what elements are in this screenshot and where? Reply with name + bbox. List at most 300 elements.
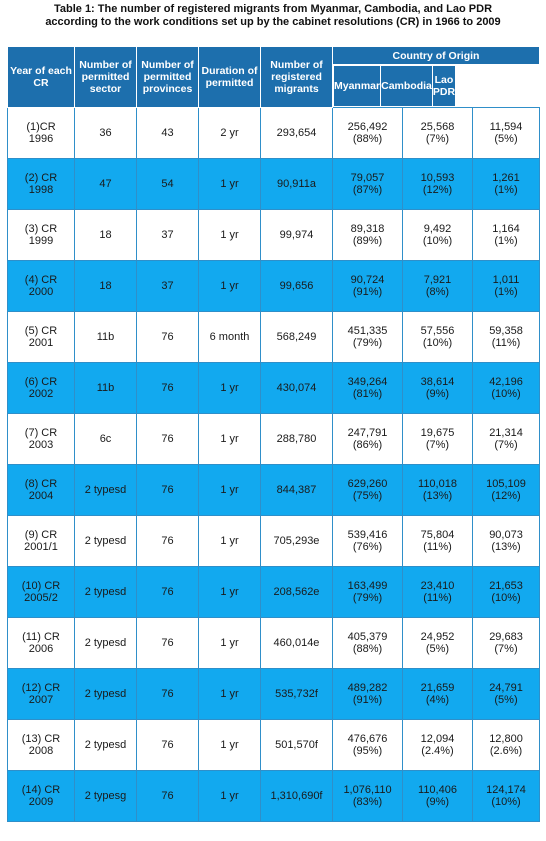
- cell-year-sub: 2003: [28, 439, 54, 451]
- cell-year-sub: 2001: [28, 337, 54, 349]
- cell-provinces-value: 43: [161, 127, 174, 139]
- cell-provinces-value: 54: [161, 178, 174, 190]
- table-row: [8, 312, 540, 363]
- cell-sector-value: 2 typesd: [84, 637, 127, 649]
- cell-cambodia-value: 38,614: [420, 376, 455, 388]
- cell-year-sub: 2002: [28, 388, 54, 400]
- cell-registered: [261, 261, 333, 312]
- cell-year-value: (4) CR: [24, 274, 58, 286]
- cell-duration: [199, 720, 261, 771]
- cell-provinces: [137, 108, 199, 159]
- cell-lao-sub: (7%): [494, 643, 518, 655]
- cell-duration: [199, 771, 261, 822]
- cell-year: [8, 312, 75, 363]
- cell-year-value: (3) CR: [24, 223, 58, 235]
- cell-myanmar-value: 89,318: [350, 223, 385, 235]
- cell-year-value: (5) CR: [24, 325, 58, 337]
- caption-line-1: Table 1: The number of registered migrants from Myanmar, Cambodia, and Lao PDR: [53, 3, 493, 15]
- table-row: [8, 720, 540, 771]
- cell-lao-sub: (7%): [494, 439, 518, 451]
- cell-cambodia-value: 24,952: [420, 631, 455, 643]
- cell-registered: [261, 363, 333, 414]
- cell-myanmar-value: 349,264: [347, 376, 388, 388]
- cell-lao-value: 1,011: [492, 274, 520, 286]
- cell-provinces: [137, 159, 199, 210]
- cell-duration-value: 1 yr: [220, 229, 239, 241]
- cell-year-value: (11) CR: [22, 631, 60, 643]
- cell-myanmar-sub: (91%): [352, 694, 383, 706]
- header-duration: Duration of permitted: [199, 47, 261, 108]
- cell-sector: [75, 261, 137, 312]
- table-row: [8, 771, 540, 822]
- cell-lao-sub: (10%): [491, 388, 521, 400]
- cell-duration: [199, 159, 261, 210]
- cell-duration-value: 1 yr: [220, 280, 239, 292]
- cell-registered-value: 288,780: [276, 433, 317, 445]
- cell-cambodia-sub: (4%): [425, 694, 450, 706]
- cell-sector: [75, 363, 137, 414]
- cell-myanmar-value: 489,282: [347, 682, 388, 694]
- cell-year-sub: 1998: [28, 184, 54, 196]
- cell-myanmar-sub: (83%): [352, 796, 383, 808]
- cell-lao-value: 105,109: [486, 478, 526, 490]
- cell-provinces-value: 37: [161, 229, 174, 241]
- cell-sector: [75, 516, 137, 567]
- cell-registered-value: 293,654: [276, 127, 317, 139]
- cell-cambodia-sub: (11%): [423, 592, 452, 604]
- cell-year-value: (14) CR: [21, 784, 61, 796]
- cell-registered-value: 568,249: [276, 331, 317, 343]
- cell-myanmar-sub: (75%): [352, 490, 383, 502]
- cell-year-value: (1)CR: [26, 121, 56, 133]
- cell-cambodia: [403, 669, 473, 720]
- cell-cambodia-value: 23,410: [420, 580, 455, 592]
- cell-lao: [473, 210, 540, 261]
- cell-registered-value: 99,656: [279, 280, 314, 292]
- cell-registered-value: 99,974: [279, 229, 314, 241]
- cell-cambodia-value: 19,675: [420, 427, 455, 439]
- cell-year: [8, 669, 75, 720]
- cell-myanmar-sub: (95%): [352, 745, 383, 757]
- cell-myanmar-value: 1,076,110: [343, 784, 392, 796]
- cell-duration-value: 1 yr: [220, 433, 239, 445]
- cell-year-value: (10) CR: [21, 580, 61, 592]
- cell-year-sub: 2000: [28, 286, 54, 298]
- cell-cambodia: [403, 108, 473, 159]
- header-cambodia: Cambodia: [381, 66, 433, 107]
- cell-year-value: (13) CR: [21, 733, 61, 745]
- cell-provinces-value: 76: [161, 790, 174, 802]
- cell-cambodia-sub: (10%): [422, 235, 453, 247]
- cell-registered-value: 90,911a: [277, 178, 316, 190]
- header-lao: Lao PDR: [432, 66, 455, 107]
- cell-registered: [261, 720, 333, 771]
- cell-provinces-value: 76: [161, 382, 174, 394]
- cell-registered: [261, 516, 333, 567]
- cell-registered: [261, 414, 333, 465]
- cell-lao-value: 90,073: [489, 529, 523, 541]
- cell-cambodia-sub: (5%): [425, 643, 450, 655]
- cell-cambodia-sub: (9%): [425, 796, 450, 808]
- cell-myanmar: [333, 261, 403, 312]
- cell-year-sub: 2008: [28, 745, 54, 757]
- header-sector: Number of permitted sector: [75, 47, 137, 108]
- cell-sector: [75, 567, 137, 618]
- cell-myanmar: [333, 108, 403, 159]
- table-row: [8, 465, 540, 516]
- cell-cambodia: [403, 363, 473, 414]
- cell-year-value: (6) CR: [24, 376, 58, 388]
- cell-cambodia: [403, 210, 473, 261]
- cell-lao-value: 1,164: [492, 223, 520, 235]
- cell-provinces-value: 76: [161, 739, 174, 751]
- cell-lao-sub: (1%): [494, 184, 518, 196]
- cell-duration-value: 1 yr: [220, 535, 239, 547]
- cell-lao-sub: (10%): [491, 796, 521, 808]
- cell-myanmar-sub: (88%): [352, 133, 383, 145]
- cell-provinces: [137, 261, 199, 312]
- cell-cambodia: [403, 618, 473, 669]
- cell-lao-sub: (10%): [491, 592, 521, 604]
- cell-sector: [75, 159, 137, 210]
- cell-lao: [473, 465, 540, 516]
- cell-provinces-value: 76: [161, 586, 174, 598]
- cell-myanmar-value: 629,260: [347, 478, 388, 490]
- cell-duration-value: 1 yr: [220, 484, 239, 496]
- cell-duration: [199, 465, 261, 516]
- table-row: [8, 261, 540, 312]
- cell-myanmar-sub: (89%): [352, 235, 383, 247]
- cell-cambodia-value: 25,568: [420, 121, 455, 133]
- cell-year-value: (2) CR: [24, 172, 58, 184]
- table-row: [8, 363, 540, 414]
- cell-lao: [473, 720, 540, 771]
- cell-registered: [261, 771, 333, 822]
- header-provinces: Number of permitted provinces: [137, 47, 199, 108]
- cell-lao-sub: (2.6%): [489, 745, 523, 757]
- cell-cambodia: [403, 567, 473, 618]
- cell-cambodia-value: 9,492: [423, 223, 452, 235]
- cell-myanmar: [333, 363, 403, 414]
- cell-duration: [199, 618, 261, 669]
- cell-sector: [75, 465, 137, 516]
- cell-sector-value: 2 typesd: [84, 739, 127, 751]
- cell-cambodia: [403, 516, 473, 567]
- cell-cambodia: [403, 465, 473, 516]
- cell-lao: [473, 414, 540, 465]
- cell-lao: [473, 363, 540, 414]
- table-row: [8, 516, 540, 567]
- cell-lao: [473, 261, 540, 312]
- cell-sector-value: 36: [99, 127, 112, 139]
- cell-myanmar-sub: (87%): [352, 184, 383, 196]
- cell-duration: [199, 363, 261, 414]
- cell-cambodia-value: 110,406: [418, 784, 457, 796]
- table-row: [8, 210, 540, 261]
- cell-duration-value: 2 yr: [220, 127, 239, 139]
- cell-year-value: (7) CR: [24, 427, 58, 439]
- cell-lao: [473, 159, 540, 210]
- cell-provinces: [137, 465, 199, 516]
- cell-duration: [199, 108, 261, 159]
- cell-year-sub: 2009: [28, 796, 54, 808]
- cell-duration: [199, 312, 261, 363]
- cell-myanmar: [333, 720, 403, 771]
- caption-line-2: according to the work conditions set up by the cabinet resolutions (CR) in 1966 to 2009: [45, 16, 501, 28]
- cell-myanmar-value: 163,499: [347, 580, 388, 592]
- cell-myanmar-value: 79,057: [350, 172, 385, 184]
- cell-registered: [261, 567, 333, 618]
- cell-cambodia-value: 57,556: [420, 325, 455, 337]
- cell-lao: [473, 669, 540, 720]
- cell-year: [8, 108, 75, 159]
- cell-cambodia-sub: (10%): [422, 337, 453, 349]
- table-body: [8, 108, 540, 822]
- cell-cambodia-sub: (7%): [425, 439, 450, 451]
- cell-sector: [75, 771, 137, 822]
- cell-myanmar-sub: (91%): [352, 286, 383, 298]
- cell-cambodia-value: 12,094: [420, 733, 455, 745]
- cell-lao-value: 12,800: [489, 733, 523, 745]
- cell-registered: [261, 108, 333, 159]
- cell-registered-value: 844,387: [276, 484, 317, 496]
- cell-myanmar-sub: (88%): [352, 643, 383, 655]
- cell-duration-value: 1 yr: [220, 637, 239, 649]
- cell-registered: [261, 669, 333, 720]
- cell-myanmar-value: 247,791: [347, 427, 388, 439]
- cell-provinces: [137, 720, 199, 771]
- cell-year-sub: 1996: [28, 133, 54, 145]
- cell-duration-value: 1 yr: [220, 178, 239, 190]
- cell-duration-value: 6 month: [209, 331, 250, 343]
- cell-sector-value: 18: [99, 229, 112, 241]
- cell-cambodia: [403, 159, 473, 210]
- cell-lao-sub: (13%): [491, 541, 521, 553]
- cell-duration-value: 1 yr: [220, 586, 239, 598]
- cell-cambodia-sub: (12%): [422, 184, 453, 196]
- cell-cambodia-value: 7,921: [423, 274, 452, 286]
- cell-myanmar-value: 451,335: [347, 325, 388, 337]
- cell-registered: [261, 465, 333, 516]
- cell-year: [8, 159, 75, 210]
- cell-myanmar-sub: (86%): [352, 439, 383, 451]
- table-row: [8, 414, 540, 465]
- cell-lao-value: 124,174: [486, 784, 526, 796]
- cell-year-sub: 2005/2: [24, 592, 58, 604]
- cell-provinces-value: 76: [161, 331, 174, 343]
- cell-lao-sub: (1%): [494, 235, 518, 247]
- cell-cambodia-sub: (8%): [425, 286, 450, 298]
- cell-myanmar: [333, 516, 403, 567]
- cell-myanmar-value: 256,492: [347, 121, 388, 133]
- cell-registered-value: 705,293e: [273, 535, 320, 547]
- cell-sector: [75, 618, 137, 669]
- cell-provinces-value: 76: [161, 433, 174, 445]
- header-country-of-origin: Country of Origin: [333, 47, 540, 65]
- cell-duration: [199, 261, 261, 312]
- cell-sector-value: 18: [99, 280, 112, 292]
- cell-lao-value: 42,196: [489, 376, 523, 388]
- cell-year: [8, 414, 75, 465]
- cell-duration: [199, 210, 261, 261]
- cell-myanmar: [333, 312, 403, 363]
- cell-registered-value: 1,310,690f: [270, 790, 323, 802]
- cell-provinces: [137, 414, 199, 465]
- cell-year-sub: 2001/1: [24, 541, 58, 553]
- cell-sector-value: 2 typesd: [84, 586, 127, 598]
- cell-lao: [473, 108, 540, 159]
- cell-year-value: (12) CR: [21, 682, 61, 694]
- cell-cambodia-sub: (11%): [423, 541, 452, 553]
- cell-myanmar: [333, 210, 403, 261]
- cell-sector-value: 11b: [96, 331, 115, 343]
- table-row: [8, 108, 540, 159]
- cell-sector: [75, 720, 137, 771]
- cell-year-sub: 2006: [28, 643, 54, 655]
- cell-provinces: [137, 618, 199, 669]
- cell-myanmar-value: 539,416: [347, 529, 388, 541]
- cell-lao-sub: (5%): [494, 133, 518, 145]
- cell-myanmar: [333, 669, 403, 720]
- cell-myanmar-value: 476,676: [347, 733, 388, 745]
- header-registered: Number of registered migrants: [261, 47, 333, 108]
- cell-year-sub: 1999: [28, 235, 54, 247]
- cell-duration-value: 1 yr: [220, 739, 239, 751]
- table-caption: [0, 3, 546, 29]
- cell-cambodia-value: 75,804: [420, 529, 455, 541]
- cell-duration: [199, 516, 261, 567]
- cell-cambodia: [403, 720, 473, 771]
- cell-lao-value: 1,261: [492, 172, 520, 184]
- cell-year-value: (8) CR: [24, 478, 58, 490]
- cell-sector-value: 47: [99, 178, 112, 190]
- cell-cambodia-value: 21,659: [420, 682, 455, 694]
- cell-myanmar-sub: (81%): [352, 388, 383, 400]
- cell-cambodia-value: 110,018: [418, 478, 457, 490]
- cell-provinces-value: 76: [161, 688, 174, 700]
- cell-lao: [473, 312, 540, 363]
- cell-lao-value: 59,358: [489, 325, 523, 337]
- cell-year: [8, 771, 75, 822]
- cell-provinces-value: 76: [161, 637, 174, 649]
- migrants-table: [7, 46, 540, 822]
- cell-duration-value: 1 yr: [220, 688, 239, 700]
- cell-sector: [75, 312, 137, 363]
- cell-year-sub: 2004: [28, 490, 54, 502]
- cell-duration: [199, 414, 261, 465]
- cell-registered: [261, 210, 333, 261]
- cell-registered-value: 208,562e: [273, 586, 320, 598]
- cell-provinces: [137, 567, 199, 618]
- cell-duration-value: 1 yr: [220, 382, 239, 394]
- cell-lao: [473, 618, 540, 669]
- cell-lao-value: 21,653: [489, 580, 523, 592]
- cell-myanmar: [333, 159, 403, 210]
- cell-provinces: [137, 669, 199, 720]
- cell-lao-value: 29,683: [489, 631, 523, 643]
- cell-cambodia-sub: (2.4%): [421, 745, 454, 757]
- cell-lao: [473, 567, 540, 618]
- table-row: [8, 159, 540, 210]
- cell-sector: [75, 669, 137, 720]
- cell-cambodia-value: 10,593: [420, 172, 455, 184]
- cell-provinces-value: 37: [161, 280, 174, 292]
- cell-year: [8, 618, 75, 669]
- cell-myanmar-sub: (76%): [352, 541, 383, 553]
- cell-myanmar: [333, 567, 403, 618]
- cell-registered-value: 501,570f: [275, 739, 318, 751]
- cell-provinces: [137, 516, 199, 567]
- cell-sector-value: 2 typesd: [84, 688, 127, 700]
- cell-registered-value: 535,732f: [275, 688, 318, 700]
- cell-sector: [75, 108, 137, 159]
- cell-duration: [199, 567, 261, 618]
- cell-registered-value: 430,074: [276, 382, 317, 394]
- cell-myanmar-value: 405,379: [347, 631, 388, 643]
- cell-myanmar-value: 90,724: [350, 274, 385, 286]
- table-row: [8, 669, 540, 720]
- cell-cambodia: [403, 312, 473, 363]
- cell-cambodia: [403, 771, 473, 822]
- cell-lao-value: 24,791: [489, 682, 523, 694]
- cell-duration-value: 1 yr: [220, 790, 239, 802]
- cell-cambodia-sub: (9%): [425, 388, 450, 400]
- cell-lao-value: 21,314: [489, 427, 523, 439]
- cell-sector-value: 2 typesg: [84, 790, 127, 802]
- header-year: Year of each CR: [8, 47, 75, 108]
- cell-lao-sub: (12%): [491, 490, 521, 502]
- cell-cambodia: [403, 261, 473, 312]
- cell-lao-sub: (5%): [494, 694, 518, 706]
- cell-year: [8, 261, 75, 312]
- table-row: [8, 618, 540, 669]
- cell-provinces-value: 76: [161, 484, 174, 496]
- cell-provinces: [137, 771, 199, 822]
- cell-year: [8, 567, 75, 618]
- cell-myanmar: [333, 465, 403, 516]
- cell-registered: [261, 618, 333, 669]
- cell-lao: [473, 771, 540, 822]
- cell-cambodia: [403, 414, 473, 465]
- cell-year: [8, 720, 75, 771]
- cell-registered-value: 460,014e: [273, 637, 320, 649]
- cell-myanmar: [333, 771, 403, 822]
- cell-sector-value: 6c: [99, 433, 112, 445]
- cell-sector-value: 2 typesd: [84, 535, 127, 547]
- cell-sector: [75, 210, 137, 261]
- cell-year: [8, 465, 75, 516]
- cell-cambodia-sub: (13%): [422, 490, 453, 502]
- cell-sector-value: 2 typesd: [84, 484, 127, 496]
- cell-provinces: [137, 312, 199, 363]
- cell-registered: [261, 312, 333, 363]
- cell-lao-sub: (11%): [491, 337, 521, 349]
- header-myanmar: Myanmar: [334, 66, 381, 107]
- table-row: [8, 567, 540, 618]
- cell-lao-value: 11,594: [489, 121, 523, 133]
- cell-provinces: [137, 210, 199, 261]
- cell-year-value: (9) CR: [24, 529, 58, 541]
- cell-cambodia-sub: (7%): [425, 133, 450, 145]
- cell-myanmar: [333, 414, 403, 465]
- cell-year: [8, 516, 75, 567]
- cell-provinces: [137, 363, 199, 414]
- cell-year: [8, 363, 75, 414]
- cell-lao-sub: (1%): [494, 286, 518, 298]
- cell-myanmar-sub: (79%): [352, 337, 383, 349]
- cell-myanmar-sub: (79%): [352, 592, 383, 604]
- cell-year: [8, 210, 75, 261]
